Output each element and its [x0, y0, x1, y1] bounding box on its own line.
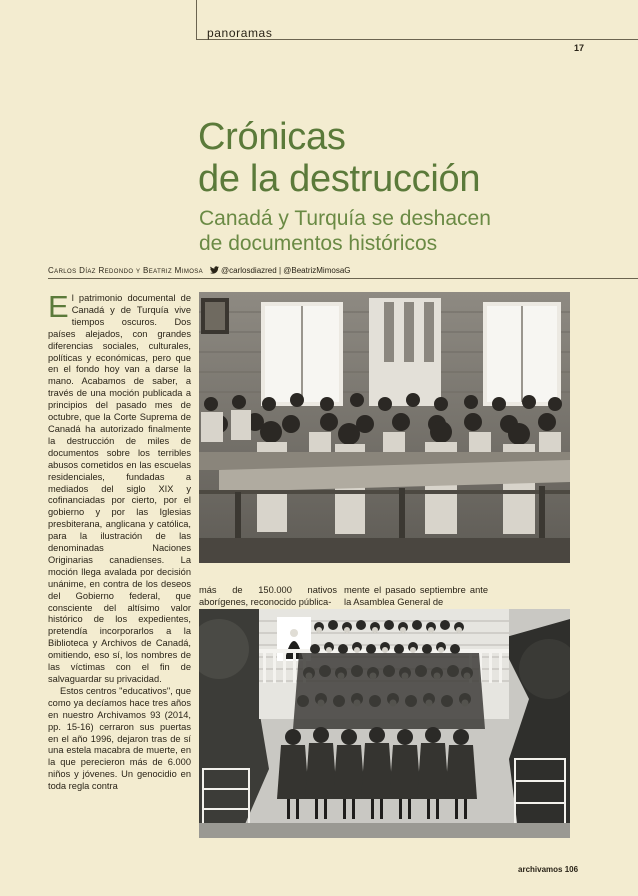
article-title — [198, 116, 618, 200]
magazine-footer: archivamos 106 — [518, 865, 579, 874]
group-photo-art — [199, 609, 570, 838]
page-number: 17 — [574, 43, 585, 53]
group-photo — [199, 609, 570, 838]
subtitle-line-2: de documentos históricos — [199, 232, 438, 255]
drop-cap: E — [48, 289, 69, 324]
header-divider-vertical — [196, 0, 197, 40]
twitter-icon — [210, 266, 219, 274]
classroom-photo — [199, 292, 570, 563]
title-line-1: Crónicas — [198, 116, 346, 158]
article-column-3: mente el pasado septiembre ante la Asamblea General de — [344, 585, 488, 607]
section-name: panoramas — [207, 26, 273, 40]
title-line-2: de la destrucción — [198, 158, 481, 200]
byline — [48, 266, 351, 275]
subtitle-line-1: Canadá y Turquía se deshacen — [199, 207, 491, 230]
byline-divider — [48, 278, 638, 279]
byline-twitter-1: @carlosdiazred — [221, 266, 277, 275]
byline-separator: | — [278, 266, 282, 275]
byline-twitter-2: @BeatrizMimosaG — [283, 266, 351, 275]
byline-authors: Carlos Díaz Redondo y Beatriz Mimosa — [48, 266, 204, 275]
article-column-1 — [48, 289, 191, 793]
classroom-photo-art — [199, 292, 570, 563]
paragraph-1 — [48, 289, 191, 686]
paragraph-2: Estos centros "educativos", que como ya decíamos hace tres años en nuestro Archivamos 93 (2014, pp. 15-16) cerraron sus puertas en el año 1996, dejaron tras de sí una estela macabra de muerte, en la que perecieron más de 6.000 niños y jóvenes. Un genocidio en toda regla contra — [48, 685, 191, 792]
paragraph-1-text: l patrimonio documental de Canadá y de Turquía vive tiempos oscuros. Dos países alejados, con grandes diferencias sociales, culturales, políticas y económicas, pero que en el fondo hoy van a darse la mano. Acabamos de saber, a través de una moción publicada a principios del pasado mes de octubre, que la Corte Suprema de Canadá ha autorizado finalmente la destrucción de miles de documentos sobre los terribles abusos cometidos en las escuelas residenciales, fundadas a mediados del siglo XIX y cofinanciadas por cierto, por el gobierno y por las Iglesias presbiterana, anglicana y católica, para la ilustración de las denominadas Naciones Originarias canadienses. La moción llega avalada por decisión unánime, en contra de los deseos del Gobierno federal, que consciente del altísimo valor histórico de los expedientes, pretendía incorporarlos a la Biblioteca y Archivos de Canadá, omitiendo, eso sí, los nombres de las víctimas con el fin de salvaguardar su privacidad. — [48, 293, 191, 684]
article-column-2: más de 150.000 nativos aborígenes, reconocido pública- — [199, 585, 337, 607]
article-subtitle — [199, 206, 619, 256]
